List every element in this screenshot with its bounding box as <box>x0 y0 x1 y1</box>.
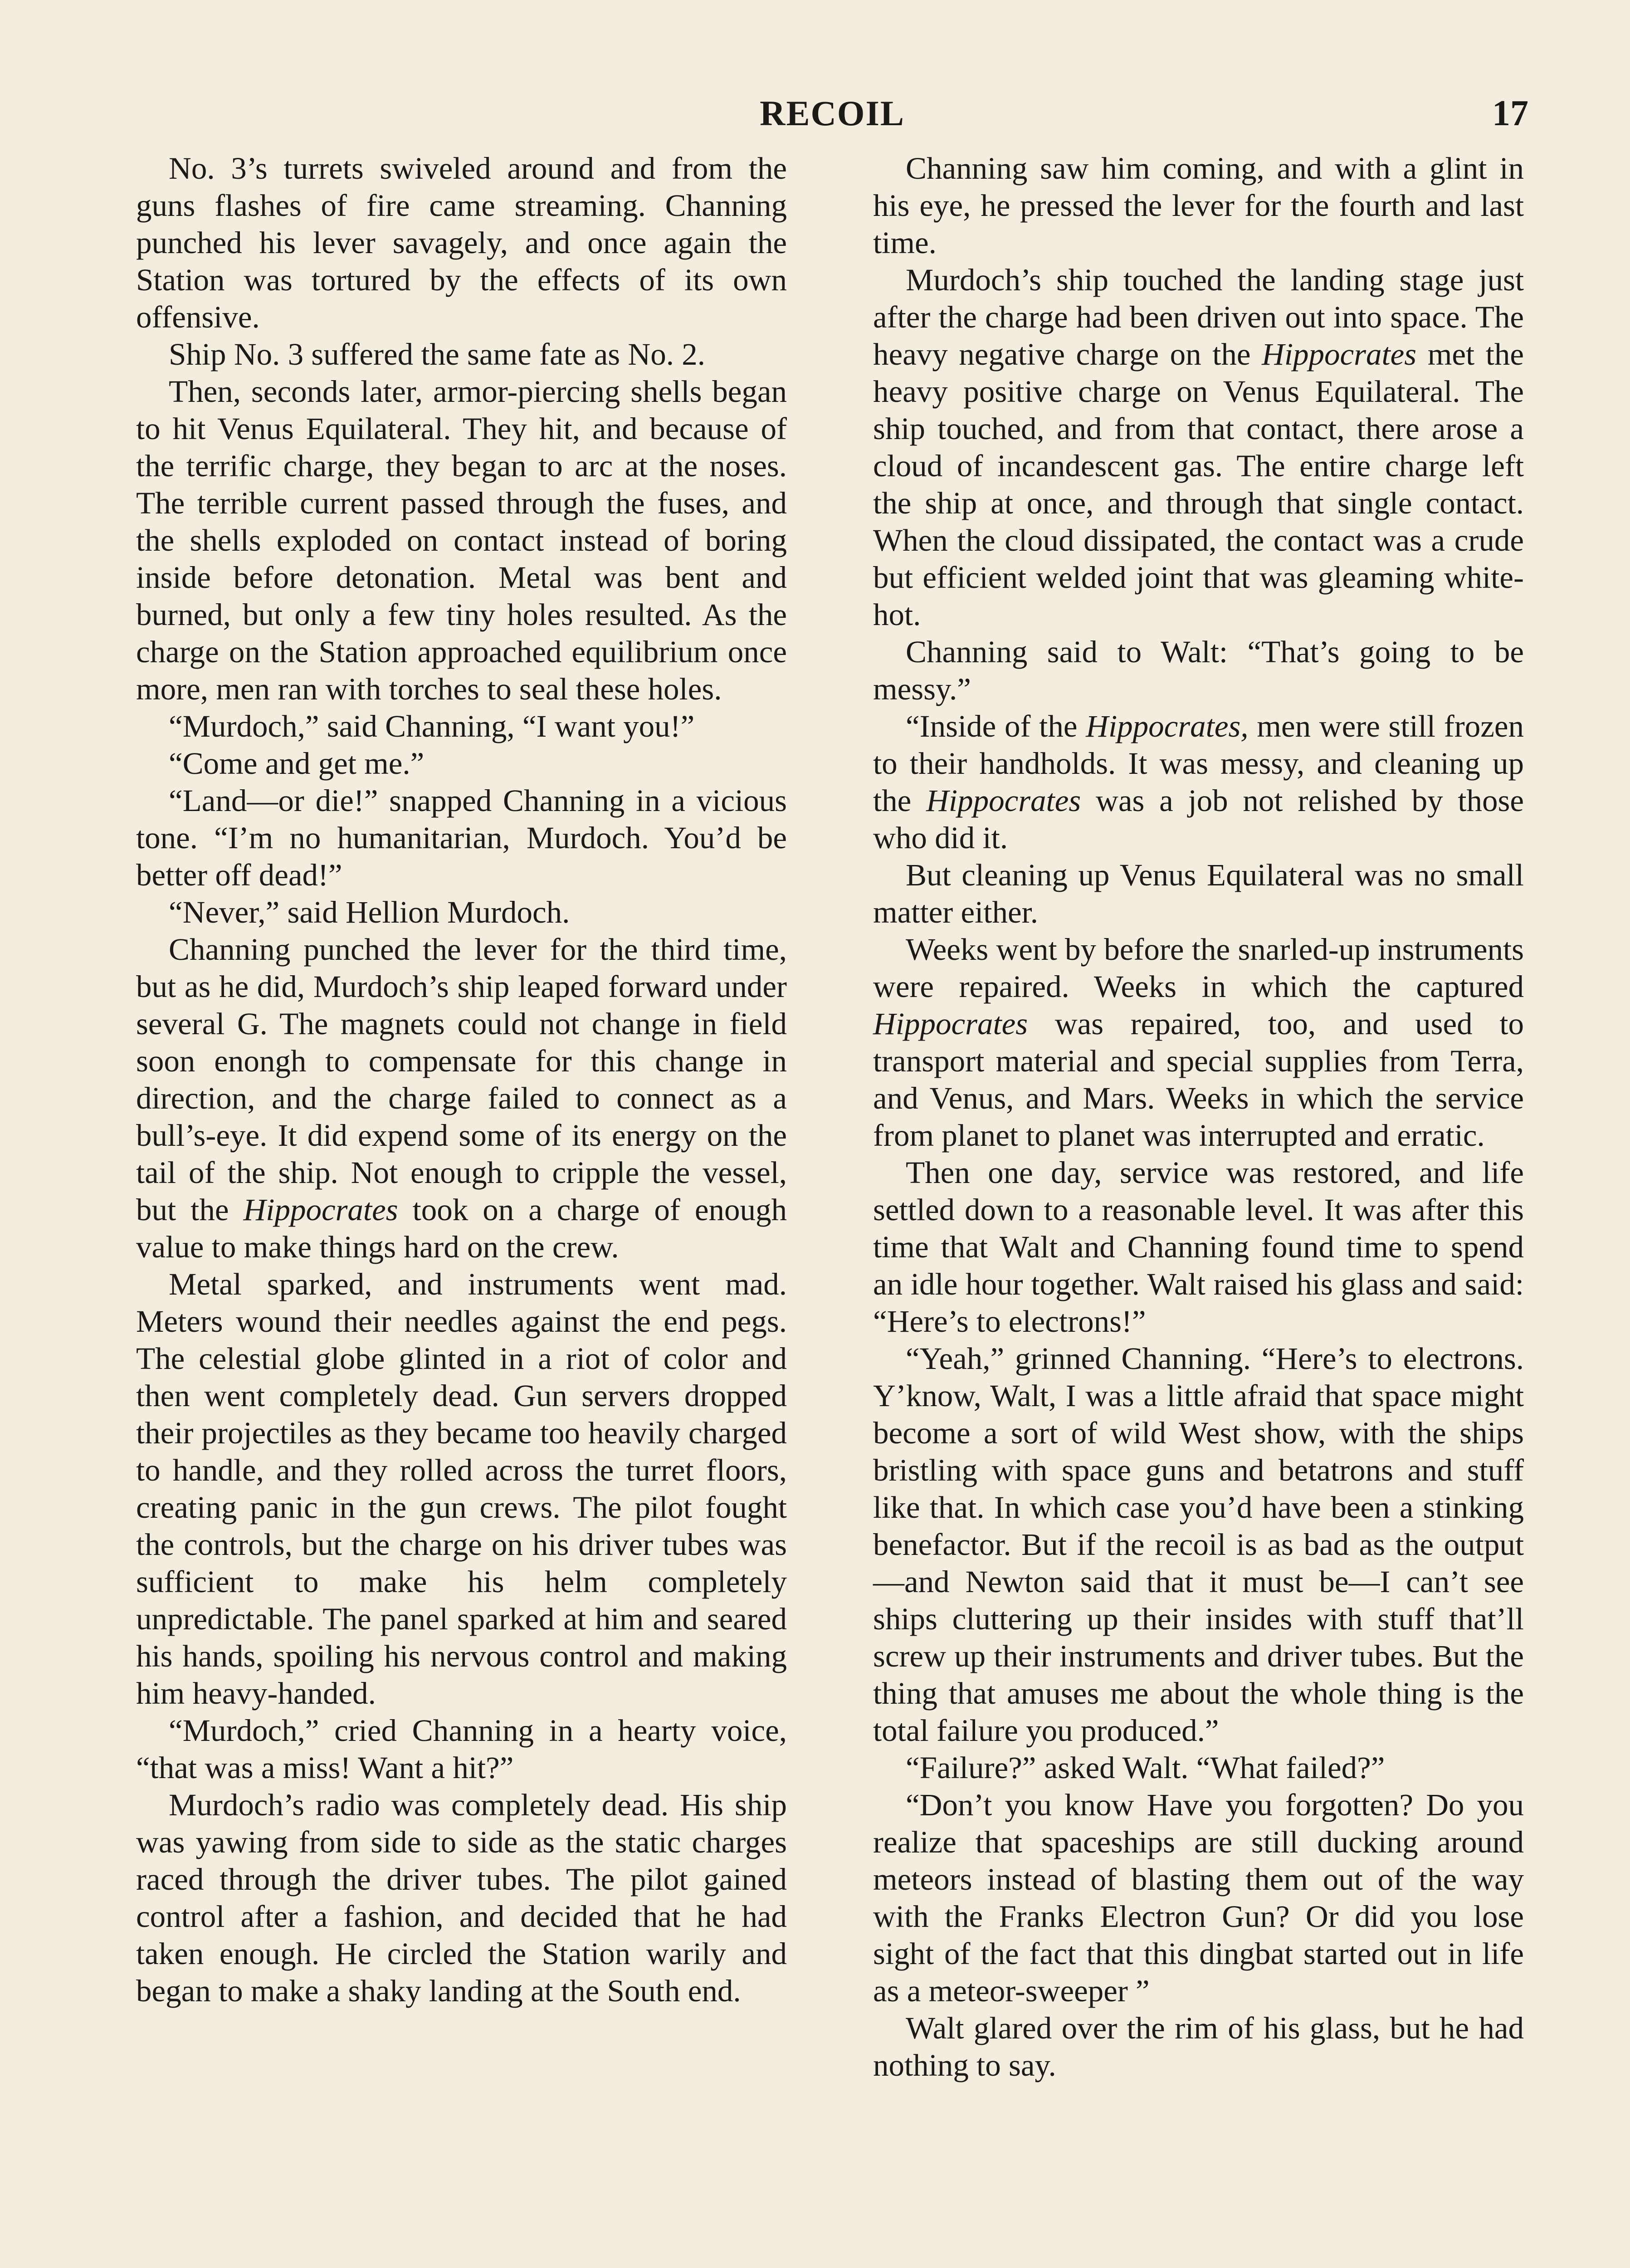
text-run: “Inside of the <box>906 709 1086 743</box>
page-number: 17 <box>1492 93 1528 133</box>
text-column-left <box>136 150 787 2009</box>
running-title: RECOIL <box>760 93 905 133</box>
paragraph <box>873 931 1524 1154</box>
paragraph: “Murdoch,” said Channing, “I want you!” <box>169 709 695 743</box>
paragraph: “Don’t you know Have you forgotten? Do you realize that spaceships are still ducking around meteors instead of blasting them out of the way with the Franks Electron Gun? Or did you lose sight of the fact that this dingbat started out in life as a meteor-sweeper ” <box>873 1788 1524 2008</box>
paragraph <box>873 708 1524 856</box>
text-run: Murdoch’s ship touched the landing stage just after the charge had been driven out into space. The heavy negative charge on the <box>873 263 1524 371</box>
paragraph: “Murdoch,” cried Channing in a hearty voice, “that was a miss! Want a hit?” <box>136 1713 787 1785</box>
italic-ship-name: Hippocrates <box>926 783 1081 818</box>
text-run: met the heavy positive charge on Venus Equilateral. The ship touched, and from that contact, there arose a cloud of incandescent gas. The entire charge left the ship at once, and through that single contact. When the cloud dissipated, the contact was a crude but efficient welded joint that was gleaming white-hot. <box>873 337 1524 632</box>
paragraph: Channing saw him coming, and with a glint in his eye, he pressed the lever for the fourth and last time. <box>873 151 1524 260</box>
text-run: Weeks went by before the snarled-up instruments were repaired. Weeks in which the captured <box>873 932 1524 1004</box>
paragraph <box>873 261 1524 633</box>
paragraph: Metal sparked, and instruments went mad. Meters wound their needles against the end pegs. The celestial globe glinted in a riot of color and then went completely dead. Gun servers dropped their projectiles as they became too heavily charged to handle, and they rolled across the turret floors, creating panic in the gun crews. The pilot fought the controls, but the charge on his driver tubes was sufficient to make his helm completely unpredictable. The panel sparked at him and seared his hands, spoiling his nervous control and making him heavy-handed. <box>136 1267 787 1711</box>
paragraph: Walt glared over the rim of his glass, but he had nothing to say. <box>873 2011 1524 2082</box>
italic-ship-name: Hippocrates, <box>1086 709 1249 743</box>
paragraph: “Failure?” asked Walt. “What failed?” <box>906 1750 1385 1785</box>
paragraph: Then, seconds later, armor-piercing shells began to hit Venus Equilateral. They hit, and because of the terrific charge, they began to arc at the noses. The terrible current passed through the fuses, and the shells exploded on contact instead of boring inside before detonation. Metal was bent and burned, but only a few tiny holes resulted. As the charge on the Station approached equilibrium once more, men ran with torches to seal these holes. <box>136 374 787 706</box>
paragraph: “Come and get me.” <box>169 746 425 781</box>
paragraph <box>136 931 787 1266</box>
paragraph: “Land—or die!” snapped Channing in a vicious tone. “I’m no humanitarian, Murdoch. You’d be better off dead!” <box>136 783 787 892</box>
paragraph: Channing said to Walt: “That’s going to be messy.” <box>873 635 1524 706</box>
text-run: Channing punched the lever for the third time, but as he did, Murdoch’s ship leaped forward under several G. The magnets could not change in field soon enongh to compensate for this change in direction, and the charge failed to connect as a bull’s-eye. It did expend some of its energy on the tail of the ship. Not enough to cripple the vessel, but the <box>136 932 787 1227</box>
paragraph: Murdoch’s radio was completely dead. His ship was yawing from side to side as the static charges raced through the driver tubes. The pilot gained control after a fashion, and decided that he had taken enough. He circled the Station warily and began to make a shaky landing at the South end. <box>136 1788 787 2008</box>
running-head <box>136 86 1528 141</box>
text-column-right <box>873 150 1524 2084</box>
paragraph: Then one day, service was restored, and life settled down to a reasonable level. It was after this time that Walt and Channing found time to spend an idle hour together. Walt raised his glass and said: “Here’s to electrons!” <box>873 1155 1524 1339</box>
italic-ship-name: Hippocrates <box>243 1193 398 1227</box>
paragraph: Ship No. 3 suffered the same fate as No. 2. <box>169 337 705 371</box>
italic-ship-name: Hippocrates <box>1262 337 1417 371</box>
paragraph: No. 3’s turrets swiveled around and from the guns flashes of fire came streaming. Channing punched his lever savagely, and once again the Station was tortured by the effects of its own offensive. <box>136 151 787 334</box>
text-run: was repaired, too, and used to transport material and special supplies from Terra, and Venus, and Mars. Weeks in which the service from planet to planet was interrupted and erratic. <box>873 1007 1524 1153</box>
text-run: men were still frozen to their handholds. It was messy, and cleaning up the <box>873 709 1524 818</box>
text-run: took on a charge of enough value to make things hard on the crew. <box>136 1193 787 1264</box>
text-run: was a job not relished by those who did it. <box>873 783 1524 855</box>
paragraph: But cleaning up Venus Equilateral was no small matter either. <box>873 858 1524 929</box>
paragraph: “Yeah,” grinned Channing. “Here’s to electrons. Y’know, Walt, I was a little afraid that space might become a sort of wild West show, with the ships bristling with space guns and betatrons and stuff like that. In which case you’d have been a stinking benefactor. But if the recoil is as bad as the output—and Newton said that it must be—I can’t see ships cluttering up their insides with stuff that’ll screw up their instruments and driver tubes. But the thing that amuses me about the whole thing is the total failure you produced.” <box>873 1341 1524 1748</box>
paragraph: “Never,” said Hellion Murdoch. <box>169 895 570 929</box>
italic-ship-name: Hippocrates <box>873 1007 1028 1041</box>
